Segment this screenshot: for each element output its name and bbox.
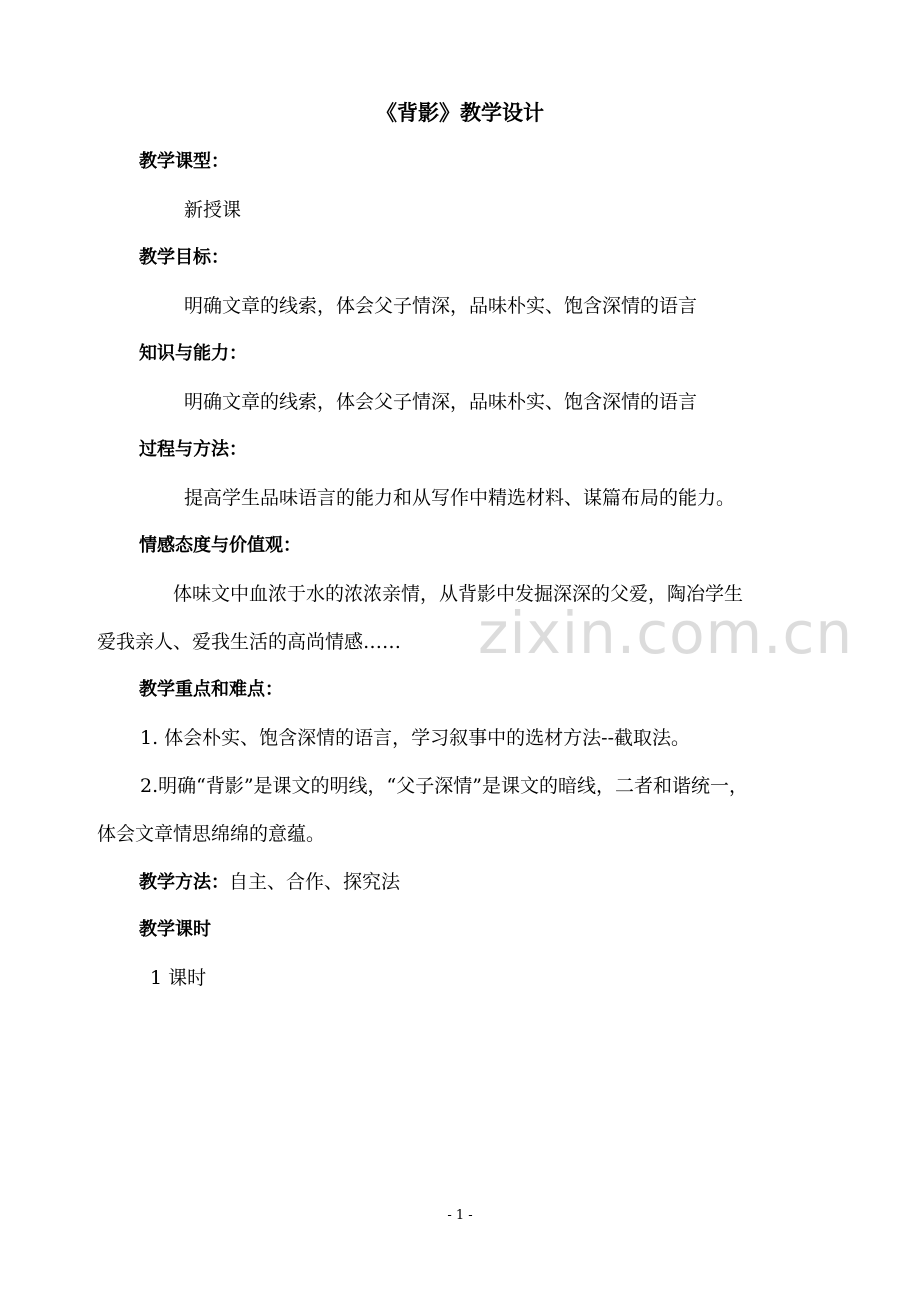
emotion-text-line2: 爱我亲人、爱我生活的高尚情感…… [97, 631, 402, 653]
objectives-heading: 教学目标： [139, 247, 229, 268]
course-type-value: 新授课 [184, 199, 242, 221]
emotion-heading: 情感态度与价值观： [139, 535, 301, 556]
knowledge-text: 明确文章的线索，体会父子情深，品味朴实、饱含深情的语言 [184, 391, 698, 413]
course-type-heading: 教学课型： [139, 151, 229, 172]
key-point-2-line1: 2.明确“背影”是课文的明线，“父子深情”是课文的暗线，二者和谐统一， [140, 775, 748, 797]
hours-value: 1 课时 [150, 967, 207, 989]
hours-heading: 教学课时 [139, 919, 211, 940]
method-heading: 教学方法： [139, 872, 229, 893]
key-point-2-line2: 体会文章情思绵绵的意蕴。 [97, 823, 326, 845]
watermark-text: zixin.com.cn [478, 599, 854, 667]
page-number: - 1 - [447, 1208, 473, 1223]
key-points-heading: 教学重点和难点： [139, 679, 283, 700]
emotion-text-line1: 体味文中血浓于水的浓浓亲情，从背影中发掘深深的父爱，陶冶学生 [173, 583, 744, 605]
knowledge-heading: 知识与能力： [139, 343, 247, 364]
objectives-text: 明确文章的线索，体会父子情深，品味朴实、饱含深情的语言 [184, 295, 698, 317]
process-heading: 过程与方法： [139, 439, 247, 460]
document-title: 《背影》教学设计 [376, 100, 544, 125]
method-value: 自主、合作、探究法 [229, 871, 401, 893]
process-text: 提高学生品味语言的能力和从写作中精选材料、谋篇布局的能力。 [184, 487, 736, 509]
key-point-1: 1. 体会朴实、饱含深情的语言，学习叙事中的选材方法--截取法。 [140, 727, 691, 749]
method-line [139, 869, 400, 896]
